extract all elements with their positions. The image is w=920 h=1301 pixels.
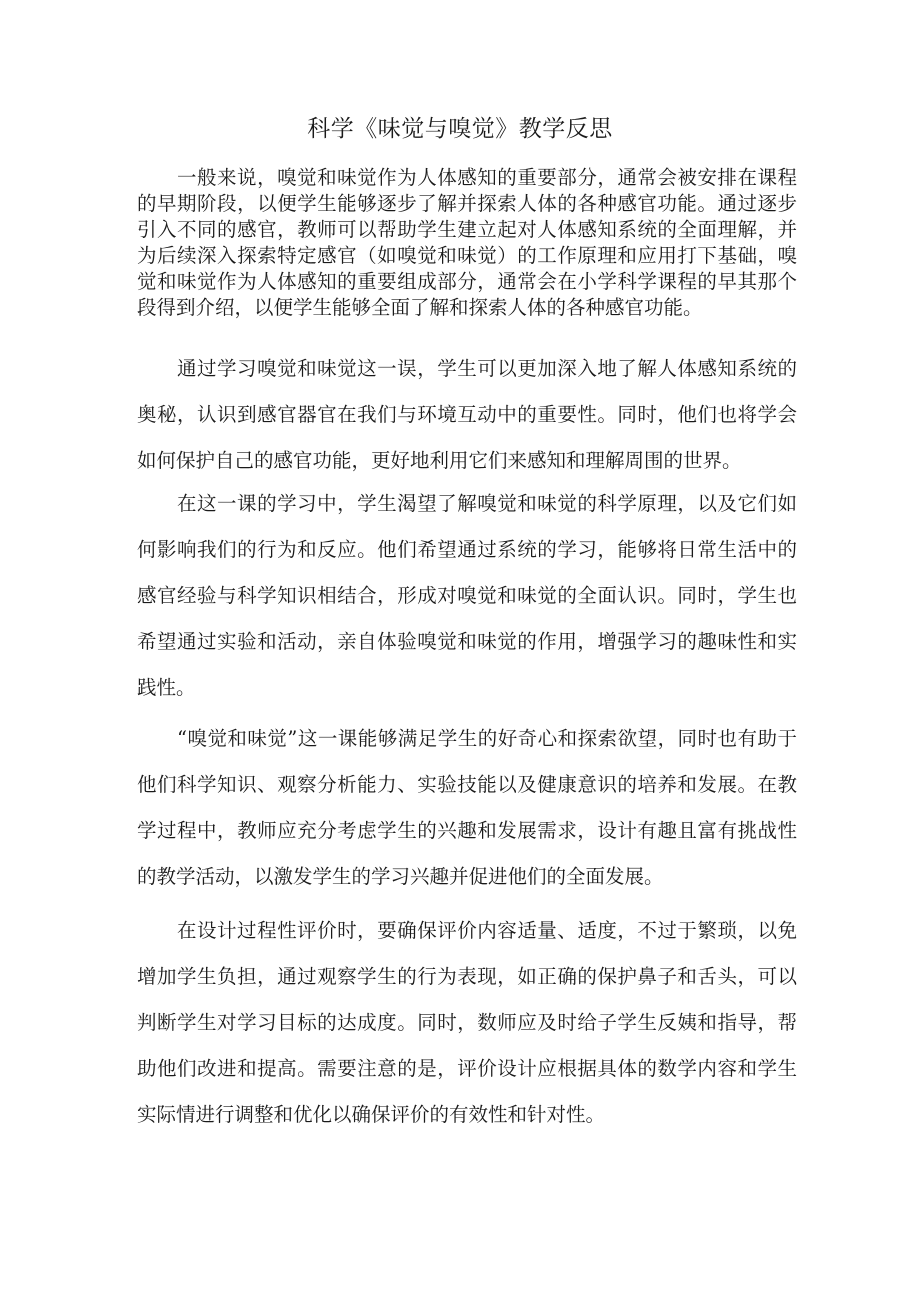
paragraph-student-expectations: 在这一课的学习中，学生渴望了解嗅觉和味觉的科学原理，以及它们如何影响我们的行为和反应。他们希望通过系统的学习，能够将日常生活中的感官经验与科学知识相结合，形成对嗅觉和味觉的全面认识。同时，学生也希望通过实验和活动，亲自体验嗅觉和味觉的作用，增强学习的趣味性和实践性。 [137,492,797,699]
document-title: 科学《味觉与嗅觉》教学反思 [307,116,613,142]
paragraph-evaluation-design: 在设计过程性评价时，要确保评价内容适量、适度，不过于繁琐，以免增加学生负担，通过观察学生的行为表现，如正确的保护鼻子和舌头，可以判断学生对学习目标的达成度。同时，数师应及时给子学生反姨和指导，帮助他们改进和提高。需要注意的是，评价设计应根据具体的数学内容和学生实际情进行调整和优化以确保评价的有效性和针对性。 [137,919,797,1126]
paragraph-learning-benefits: 通过学习嗅觉和味觉这一误，学生可以更加深入地了解人体感知系统的奥秘，认识到感官器官在我们与环境互动中的重要性。同时，他们也将学会如何保护自己的感官功能，更好地利用它们来感知和理解周围的世界。 [137,357,797,472]
paragraph-intro: 一般来说，嗅觉和味觉作为人体感知的重要部分，通常会被安排在课程的早期阶段，以便学生能够逐步了解并探索人体的各种感官功能。通过逐步引入不同的感官，教师可以帮助学生建立起对人体感知系统的全面理解，并为后续深入探索特定感官（如嗅觉和味觉）的工作原理和应用打下基础，嗅觉和味觉作为人体感知的重要组成部分，通常会在小学科学课程的早其那个段得到介绍，以便学生能够全面了解和探索人体的各种感官功能。 [137,166,797,319]
paragraph-lesson-value: “嗅觉和味觉”这一课能够满足学生的好奇心和探索欲望，同时也有助于他们科学知识、观察分析能力、实验技能以及健康意识的培养和发展。在教学过程中，教师应充分考虑学生的兴趣和发展需求，设计有趣且富有挑战性的教学活动，以激发学生的学习兴趣并促进他们的全面发展。 [137,727,797,888]
